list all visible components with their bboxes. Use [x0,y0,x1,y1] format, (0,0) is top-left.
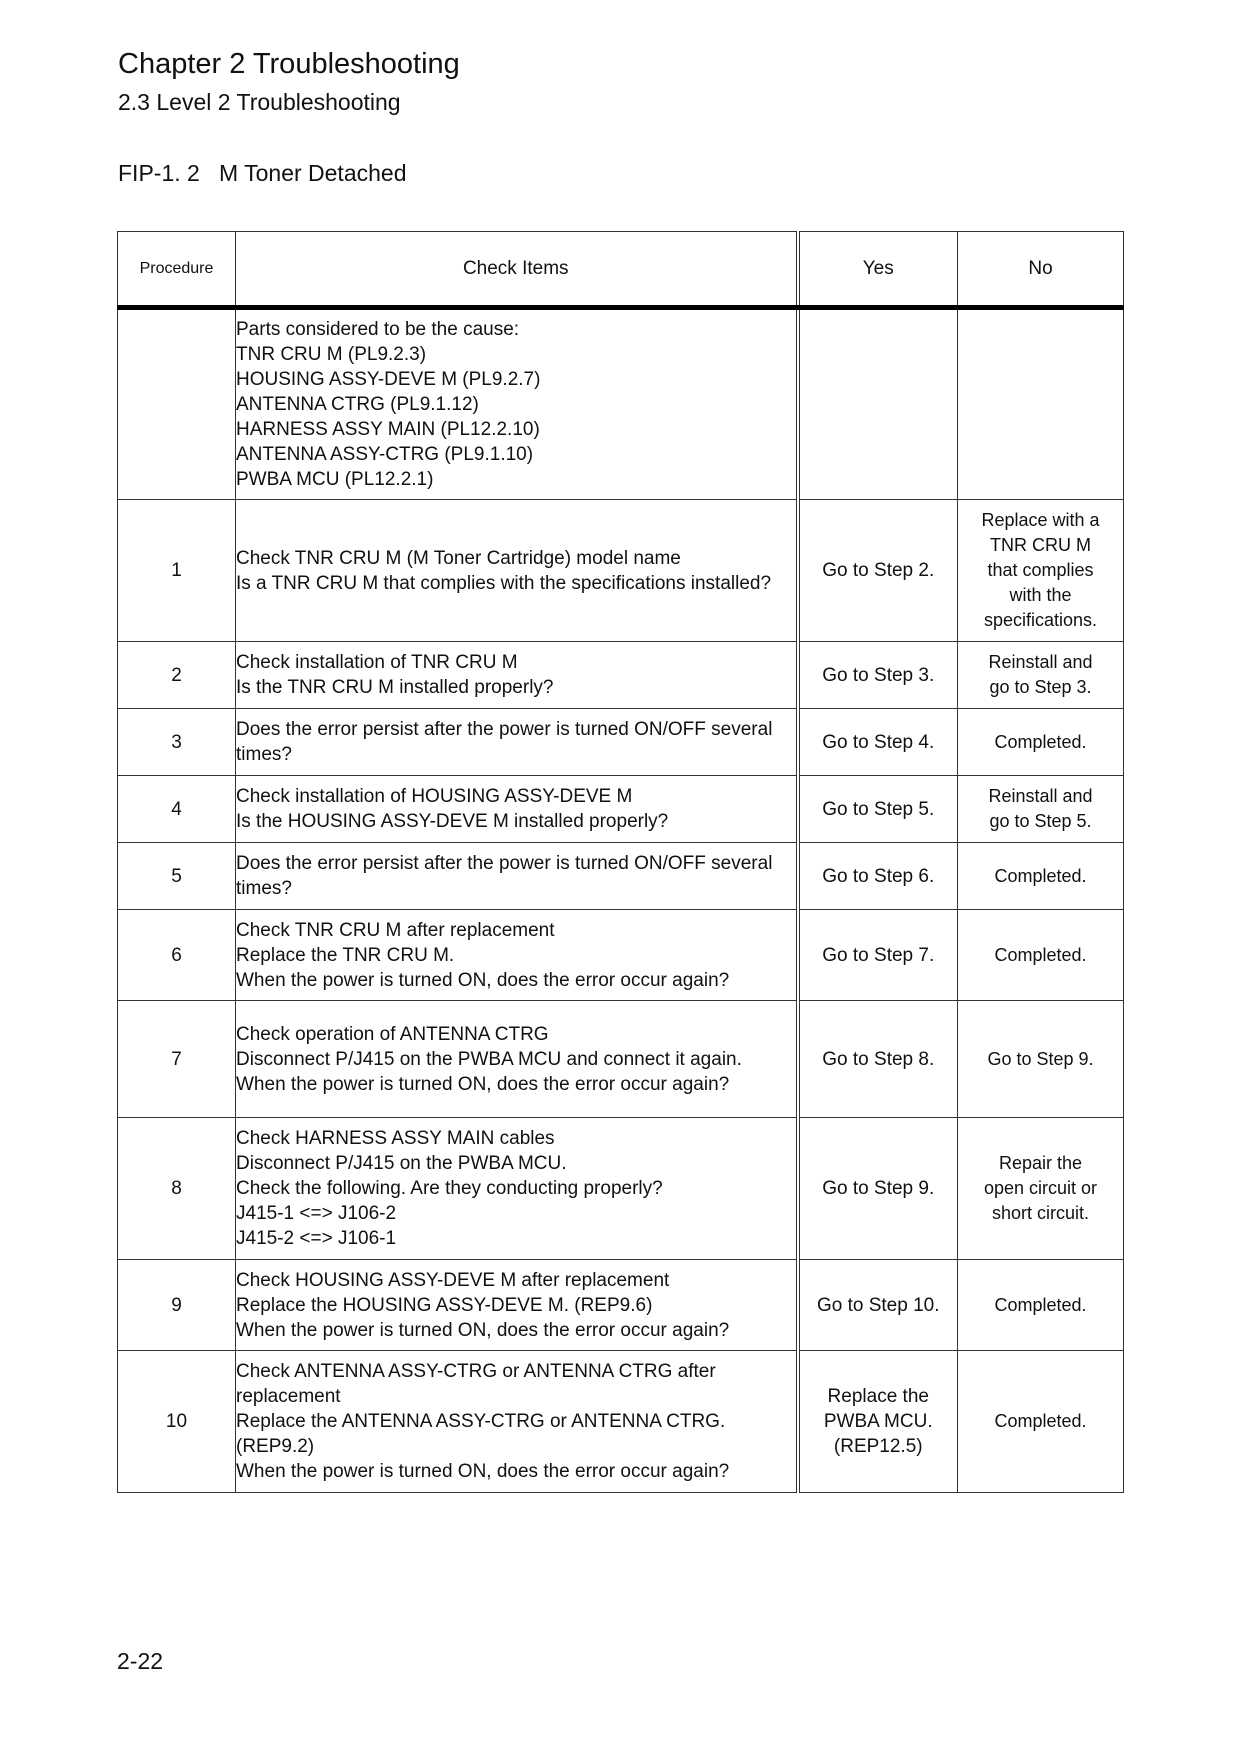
table-row [118,776,1124,843]
check-items-cell: Check operation of ANTENNA CTRG Disconnect P/J415 on the PWBA MCU and connect it again. When the power is turned ON, does the error occur again? [236,1001,798,1118]
chapter-title: Chapter 2 Troubleshooting [118,48,460,80]
parts-check-cell: Parts considered to be the cause: TNR CRU M (PL9.2.3) HOUSING ASSY-DEVE M (PL9.2.7) ANTENNA CTRG (PL9.1.12) HARNESS ASSY MAIN (PL12.2.10) ANTENNA ASSY-CTRG (PL9.1.10) PWBA MCU (PL12.2.1) [236,308,798,500]
no-cell: Completed. [958,843,1124,910]
yes-cell: Go to Step 2. [798,500,958,642]
check-items-cell: Check installation of HOUSING ASSY-DEVE M Is the HOUSING ASSY-DEVE M installed properly? [236,776,798,843]
procedure-cell: 10 [118,1351,236,1493]
yes-cell: Go to Step 4. [798,709,958,776]
procedure-cell: 6 [118,910,236,1001]
yes-cell: Go to Step 6. [798,843,958,910]
no-cell: Completed. [958,1351,1124,1493]
table-header-row [118,232,1124,308]
no-cell: Reinstall and go to Step 5. [958,776,1124,843]
procedure-cell: 2 [118,642,236,709]
procedure-cell: 9 [118,1260,236,1351]
header-procedure: Procedure [118,232,236,308]
table-row [118,1118,1124,1260]
procedure-cell: 1 [118,500,236,642]
fip-title: FIP-1. 2 M Toner Detached [118,160,407,186]
troubleshooting-table [117,231,1124,1493]
parts-procedure-cell [118,308,236,500]
table-row [118,709,1124,776]
table-row [118,500,1124,642]
procedure-cell: 4 [118,776,236,843]
check-items-cell: Check HARNESS ASSY MAIN cables Disconnect P/J415 on the PWBA MCU. Check the following. Are they conducting properly? J415-1 <=> J106-2 J415-2 <=> J106-1 [236,1118,798,1260]
table-row [118,843,1124,910]
table-row [118,642,1124,709]
yes-cell: Go to Step 10. [798,1260,958,1351]
parts-yes-cell [798,308,958,500]
table-row [118,1001,1124,1118]
parts-row [118,308,1124,500]
check-items-cell: Check ANTENNA ASSY-CTRG or ANTENNA CTRG after replacement Replace the ANTENNA ASSY-CTRG or ANTENNA CTRG. (REP9.2) When the power is turned ON, does the error occur again? [236,1351,798,1493]
no-cell: Reinstall and go to Step 3. [958,642,1124,709]
yes-cell: Go to Step 3. [798,642,958,709]
page-number: 2-22 [117,1648,164,1674]
header-yes: Yes [798,232,958,308]
no-cell: Replace with a TNR CRU M that complies with the specifications. [958,500,1124,642]
procedure-cell: 7 [118,1001,236,1118]
table-row [118,910,1124,1001]
header-check-items: Check Items [236,232,798,308]
yes-cell: Go to Step 7. [798,910,958,1001]
check-items-cell: Does the error persist after the power is turned ON/OFF several times? [236,709,798,776]
no-cell: Repair the open circuit or short circuit. [958,1118,1124,1260]
procedure-cell: 5 [118,843,236,910]
no-cell: Go to Step 9. [958,1001,1124,1118]
parts-no-cell [958,308,1124,500]
procedure-cell: 3 [118,709,236,776]
table-row [118,1260,1124,1351]
section-title: 2.3 Level 2 Troubleshooting [118,89,401,115]
no-cell: Completed. [958,709,1124,776]
check-items-cell: Does the error persist after the power is turned ON/OFF several times? [236,843,798,910]
yes-cell: Go to Step 9. [798,1118,958,1260]
header-no: No [958,232,1124,308]
table-row [118,1351,1124,1493]
yes-cell: Go to Step 5. [798,776,958,843]
procedure-cell: 8 [118,1118,236,1260]
check-items-cell: Check HOUSING ASSY-DEVE M after replacement Replace the HOUSING ASSY-DEVE M. (REP9.6) When the power is turned ON, does the error occur again? [236,1260,798,1351]
check-items-cell: Check TNR CRU M (M Toner Cartridge) model name Is a TNR CRU M that complies with the specifications installed? [236,500,798,642]
check-items-cell: Check installation of TNR CRU M Is the TNR CRU M installed properly? [236,642,798,709]
yes-cell: Replace the PWBA MCU. (REP12.5) [798,1351,958,1493]
check-items-cell: Check TNR CRU M after replacement Replace the TNR CRU M. When the power is turned ON, does the error occur again? [236,910,798,1001]
yes-cell: Go to Step 8. [798,1001,958,1118]
no-cell: Completed. [958,1260,1124,1351]
no-cell: Completed. [958,910,1124,1001]
